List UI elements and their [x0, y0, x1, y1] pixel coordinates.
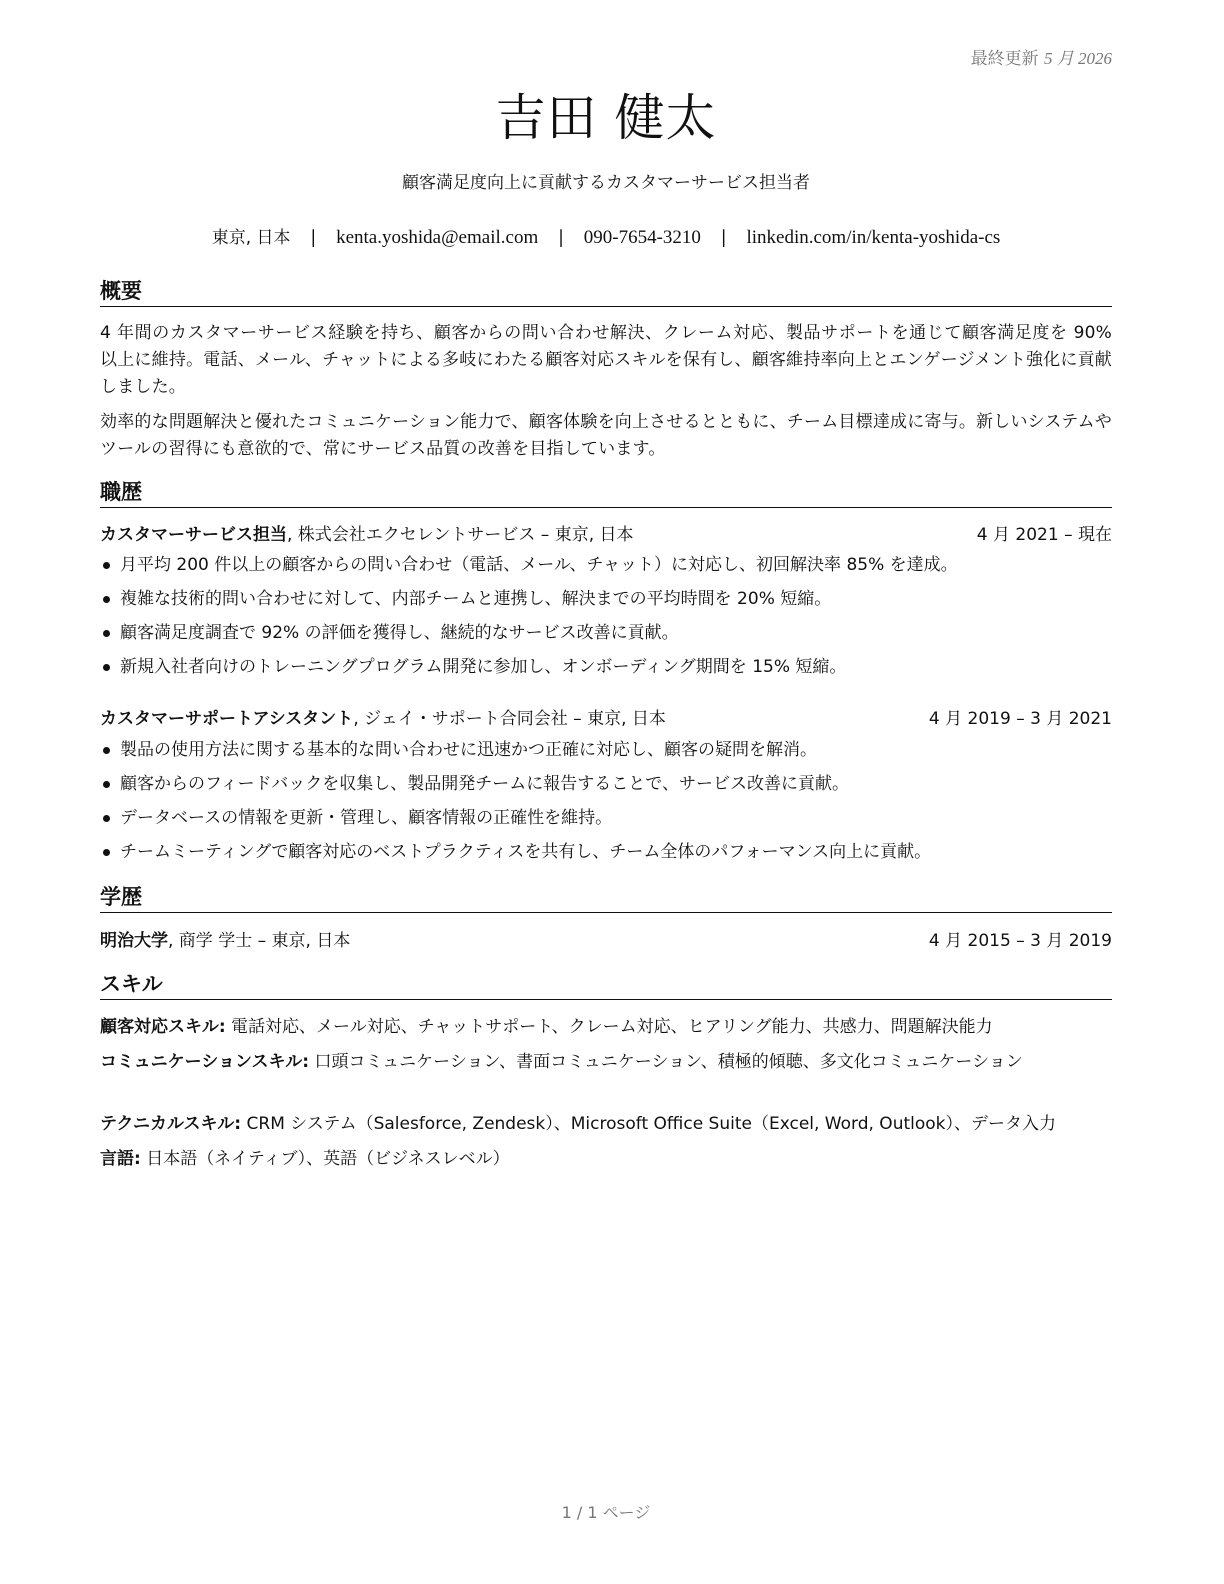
- contact-email[interactable]: kenta.yoshida@email.com: [336, 227, 539, 248]
- job-2-dates: 4 月 2019 – 3 月 2021: [928, 709, 1112, 729]
- job-1-company: , 株式会社エクセレントサービス – 東京, 日本: [287, 525, 634, 545]
- skill-line-languages: [100, 1146, 1112, 1173]
- summary-paragraph-2: 効率的な問題解決と優れたコミュニケーション能力で、顧客体験を向上させるとともに、チーム目標達成に寄与。新しいシステムやツールの習得にも意欲的で、常にサービス品質の改善を目指しています。: [100, 412, 1112, 459]
- skill-line-customer: [100, 1014, 1112, 1041]
- last-updated-date: 5 月 2026: [1044, 49, 1112, 68]
- experience-section-title: 職歴: [100, 478, 1112, 508]
- skill-value: 日本語（ネイティブ）、英語（ビジネスレベル）: [140, 1149, 510, 1169]
- education-school: 明治大学: [100, 931, 168, 951]
- skills-section-title: スキル: [100, 970, 1112, 1000]
- list-item: 月平均 200 件以上の顧客からの問い合わせ（電話、メール、チャット）に対応し、初回解決率 85% を達成。: [100, 548, 1112, 582]
- contact-line: [100, 225, 1112, 251]
- skill-line-communication: [100, 1049, 1112, 1076]
- skill-line-technical: [100, 1111, 1112, 1138]
- skill-value: 口頭コミュニケーション、書面コミュニケーション、積極的傾聴、多文化コミュニケーション: [309, 1052, 1023, 1072]
- list-item: データベースの情報を更新・管理し、顧客情報の正確性を維持。: [100, 801, 1112, 835]
- summary-section-title: 概要: [100, 277, 1112, 307]
- job-2-company: , ジェイ・サポート合同会社 – 東京, 日本: [353, 709, 666, 729]
- candidate-name: 吉田 健太: [495, 89, 717, 147]
- list-item: チームミーティングで顧客対応のベストプラクティスを共有し、チーム全体のパフォーマンス向上に貢献。: [100, 835, 1112, 869]
- skill-label: 言語:: [100, 1149, 141, 1169]
- list-item: 顧客からのフィードバックを収集し、製品開発チームに報告することで、サービス改善に貢献。: [100, 767, 1112, 801]
- contact-separator: |: [310, 227, 317, 248]
- last-updated: [971, 44, 1112, 69]
- skill-label: コミュニケーションスキル:: [100, 1052, 310, 1072]
- education-section-title: 学歴: [100, 883, 1112, 913]
- contact-separator: |: [557, 227, 565, 248]
- page-indicator: 1 / 1 ページ: [561, 1503, 651, 1522]
- job-2-header: [100, 706, 1112, 732]
- list-item: 新規入社者向けのトレーニングプログラム開発に参加し、オンボーディング期間を 15% 短縮。: [100, 650, 1112, 684]
- skill-value: 電話対応、メール対応、チャットサポート、クレーム対応、ヒアリング能力、共感力、問題解決能力: [225, 1017, 993, 1037]
- resume-page: [100, 0, 1112, 1584]
- skill-label: 顧客対応スキル:: [100, 1017, 226, 1037]
- list-item: 複雑な技術的問い合わせに対して、内部チームと連携し、解決までの平均時間を 20% 短縮。: [100, 582, 1112, 616]
- job-1-bullets: [100, 548, 1112, 684]
- contact-phone[interactable]: 090-7654-3210: [583, 227, 701, 248]
- education-degree: , 商学 学士 – 東京, 日本: [168, 931, 351, 951]
- skill-label: テクニカルスキル:: [100, 1114, 242, 1134]
- job-2-bullets: [100, 733, 1112, 869]
- job-1-role: カスタマーサービス担当: [100, 525, 287, 545]
- contact-location: 東京, 日本: [211, 228, 291, 248]
- tagline: 顧客満足度向上に貢献するカスタマーサービス担当者: [402, 173, 810, 193]
- list-item: 顧客満足度調査で 92% の評価を獲得し、継続的なサービス改善に貢献。: [100, 616, 1112, 650]
- contact-linkedin[interactable]: linkedin.com/in/kenta-yoshida-cs: [746, 227, 1001, 248]
- last-updated-label: 最終更新: [970, 49, 1039, 69]
- job-1-header: [100, 522, 1112, 548]
- summary-paragraph-1: 4 年間のカスタマーサービス経験を持ち、顧客からの問い合わせ解決、クレーム対応、製品サポートを通じて顧客満足度を 90% 以上に維持。電話、メール、チャットによる多岐にわたる顧客対応スキルを保有し、顧客維持率向上とエンゲージメント強化に貢献しました。: [100, 323, 1112, 397]
- education-dates: 4 月 2015 – 3 月 2019: [928, 931, 1112, 951]
- job-2-role: カスタマーサポートアシスタント: [100, 709, 354, 729]
- contact-separator: |: [720, 227, 727, 248]
- job-1-dates: 4 月 2021 – 現在: [976, 525, 1112, 545]
- list-item: 製品の使用方法に関する基本的な問い合わせに迅速かつ正確に対応し、顧客の疑問を解消。: [100, 733, 1112, 767]
- skill-value: CRM システム（Salesforce, Zendesk）、Microsoft Office Suite（Excel, Word, Outlook）、データ入力: [241, 1114, 1056, 1134]
- education-entry: [100, 928, 1112, 954]
